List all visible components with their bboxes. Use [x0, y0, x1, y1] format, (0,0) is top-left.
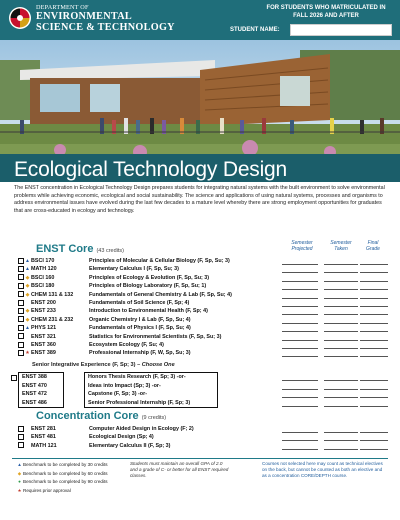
- senior-checkbox[interactable]: [11, 375, 17, 381]
- course-title: Ecological Design (Sp; 4): [89, 434, 154, 441]
- course-code: CHEM 231 & 232: [31, 316, 74, 323]
- dept-line-1: DEPARTMENT OF: [36, 4, 89, 11]
- dept-line-3: SCIENCE & TECHNOLOGY: [36, 22, 175, 34]
- legend-item: [16, 461, 124, 470]
- semester-projected-blank[interactable]: [282, 449, 318, 450]
- course-row: [18, 282, 392, 290]
- course-row: [18, 433, 392, 441]
- course-title: Ideas into Impact (Sp; 3) -or-: [88, 382, 161, 389]
- course-title: Elementary Calculus II (F, Sp; 3): [89, 442, 171, 449]
- course-row: [18, 257, 392, 265]
- course-code: ENST 321: [31, 333, 56, 340]
- senior-choose-one: Choose One: [141, 362, 175, 368]
- gpa-note: Students must maintain an overall GPA of 2.0 and a grade of C- or better for all ENST required classes.: [130, 461, 229, 478]
- course-title: Ecosystem Ecology (F, Su; 4): [89, 342, 164, 348]
- course-row: [18, 382, 392, 390]
- course-checkbox[interactable]: [18, 291, 24, 297]
- course-title: Introduction to Environmental Health (F, Sp; 4): [89, 308, 208, 315]
- student-name-label: STUDENT NAME:: [230, 27, 280, 33]
- course-code: ENST 233: [31, 308, 56, 315]
- course-row: [18, 324, 392, 332]
- course-row: [18, 333, 392, 341]
- course-title: Organic Chemistry I & Lab (F, Sp, Su; 4): [89, 316, 191, 323]
- course-checkbox[interactable]: [18, 426, 24, 432]
- course-title: Fundamentals of Physics I (F, Sp, Su; 4): [89, 325, 191, 332]
- course-title: Statistics for Environmental Scientists (F, Sp, Su; 3): [89, 333, 222, 340]
- course-row: [18, 291, 392, 299]
- course-title: Capstone (F, Sp; 3) -or-: [88, 391, 147, 398]
- semester-taken-blank[interactable]: [324, 449, 358, 450]
- course-row: [18, 316, 392, 324]
- dept-line-2: ENVIRONMENTAL: [36, 11, 132, 23]
- course-checkbox[interactable]: [18, 258, 24, 264]
- course-title: Honors Thesis Research (F, Sp; 3) -or-: [88, 374, 186, 380]
- course-checkbox[interactable]: [18, 300, 24, 306]
- course-title: Professional Internship (F, W, Sp, Su; 3): [89, 350, 191, 357]
- course-row: [18, 307, 392, 315]
- final-grade-blank[interactable]: [360, 356, 388, 357]
- concentration-heading: [36, 410, 166, 422]
- course-checkbox[interactable]: [18, 434, 24, 440]
- diamond-marker-icon: ◆: [25, 308, 30, 315]
- legend: [16, 461, 124, 495]
- course-checkbox[interactable]: [18, 274, 24, 280]
- course-title: Principles of Molecular & Cellular Biology (F, Sp, Su; 3): [89, 258, 230, 264]
- course-checkbox[interactable]: [18, 308, 24, 314]
- course-checkbox[interactable]: [18, 283, 24, 289]
- course-code: BSCI 170: [31, 258, 55, 264]
- legend-item: [16, 487, 124, 496]
- course-title: Principles of Biology Laboratory (F, Sp, Su; 1): [89, 283, 207, 290]
- course-row: [18, 265, 392, 273]
- semester-projected-blank[interactable]: [282, 406, 318, 407]
- course-code: ENST 388: [22, 374, 47, 380]
- matric-line-2: FALL 2026 AND AFTER: [293, 12, 359, 19]
- core-heading-text: ENST Core: [36, 243, 94, 255]
- triangle-marker-icon: ▲: [25, 258, 30, 264]
- course-checkbox[interactable]: [18, 342, 24, 348]
- course-row: [18, 349, 392, 357]
- course-checkbox[interactable]: [18, 442, 24, 448]
- building-photo: [0, 40, 400, 164]
- intro-paragraph: The ENST concentration in Ecological Technology Design prepares students for integrating natural systems with the built environment to solve environmental problems while achieving economic, ecological and social sustainability. The science and applications of using natural systems, processes and organisms to address environmental issues have evolved during the last few decades to a mature level whereby there are strong employment opportunities for graduates that are cross-educated in ecology and technology.: [14, 185, 385, 214]
- course-row: [18, 373, 392, 381]
- star-marker-icon: ★: [25, 350, 30, 357]
- course-title: Senior Professional Internship (F, Sp; 3): [88, 399, 191, 406]
- final-grade-blank[interactable]: [360, 449, 388, 450]
- course-row: [18, 341, 392, 349]
- diamond-marker-icon: ◆: [25, 274, 30, 281]
- diamond-marker-icon: ◆: [25, 283, 30, 290]
- semester-taken-blank[interactable]: [324, 406, 358, 407]
- course-code: ENST 360: [31, 342, 56, 348]
- triangle-marker-icon: ▲: [25, 325, 30, 332]
- concentration-heading-text: Concentration Core: [36, 410, 139, 422]
- legend-item: [16, 470, 124, 479]
- col-semester-taken: Semester Taken: [330, 240, 352, 252]
- electives-note: Courses not selected here may count as technical electives on the back, but cannot be counted as both an elective and as a concentration CORE/DEPTH course.: [262, 461, 383, 478]
- course-title: Fundamentals of General Chemistry & Lab (F, Sp, Su; 4): [89, 291, 232, 298]
- matric-line-1: FOR STUDENTS WHO MATRICULATED IN: [266, 5, 386, 11]
- course-code: ENST 389: [31, 350, 56, 357]
- core-credits: (43 credits): [96, 248, 124, 254]
- legend-text: Benchmark to be completed by 90 credits: [23, 479, 108, 485]
- core-heading: [36, 243, 124, 255]
- course-code: ENST 200: [31, 300, 56, 306]
- circle-marker-icon: ●: [18, 479, 21, 485]
- course-checkbox[interactable]: [18, 266, 24, 272]
- col-semester-projected: Semester Projected: [291, 240, 313, 252]
- course-checkbox[interactable]: [18, 333, 24, 339]
- senior-experience-label: [32, 362, 175, 368]
- col-final-grade: Final Grade: [366, 240, 380, 252]
- final-grade-blank[interactable]: [360, 406, 388, 407]
- legend-text: Benchmark to be completed by 60 credits: [23, 470, 108, 476]
- course-code: BSCI 180: [31, 283, 55, 290]
- footer-divider: [12, 458, 388, 459]
- course-code: PHYS 121: [31, 325, 57, 332]
- course-code: MATH 120: [31, 266, 57, 273]
- course-checkbox[interactable]: [18, 350, 24, 356]
- legend-text: Requires prior approval: [23, 487, 71, 493]
- course-code: BSCI 160: [31, 274, 55, 281]
- course-code: ENST 281: [31, 426, 56, 432]
- course-row: [18, 274, 392, 282]
- star-marker-icon: ★: [17, 487, 22, 493]
- legend-item: [16, 478, 124, 487]
- triangle-marker-icon: ▲: [17, 462, 22, 467]
- diamond-marker-icon: ◆: [25, 316, 30, 323]
- course-code: ENST 481: [31, 434, 56, 441]
- diamond-marker-icon: ◆: [25, 291, 30, 298]
- course-code: ENST 486: [22, 399, 47, 406]
- course-title: Computer Aided Design in Ecology (F; 2): [89, 426, 194, 432]
- triangle-marker-icon: ▲: [25, 266, 30, 273]
- course-row: [18, 299, 392, 307]
- course-title: Principles of Ecology & Evolution (F, Sp, Su; 3): [89, 274, 210, 281]
- course-title: Fundamentals of Soil Science (F, Sp; 4): [89, 300, 190, 306]
- course-checkbox[interactable]: [18, 325, 24, 331]
- student-name-field[interactable]: [290, 24, 392, 36]
- course-row: [18, 442, 392, 450]
- course-code: MATH 121: [31, 442, 57, 449]
- concentration-credits: (9 credits): [141, 415, 167, 421]
- course-code: ENST 470: [22, 382, 47, 389]
- course-row: [18, 399, 392, 407]
- course-title: Elementary Calculus I (F, Sp, Su; 3): [89, 266, 179, 273]
- legend-text: Benchmark to be completed by 30 credits: [23, 462, 108, 467]
- semester-projected-blank[interactable]: [282, 356, 318, 357]
- course-code: CHEM 131 & 132: [31, 291, 74, 298]
- senior-label-text: Senior Integrative Experience (F, Sp; 3) –: [32, 362, 142, 368]
- page-title: Ecological Technology Design: [14, 158, 288, 181]
- department-name: [36, 5, 175, 34]
- course-row: [18, 390, 392, 398]
- university-seal-icon: [8, 6, 32, 30]
- course-checkbox[interactable]: [18, 316, 24, 322]
- course-row: [18, 425, 392, 433]
- matriculation-note: [258, 5, 394, 20]
- course-code: ENST 472: [22, 391, 47, 398]
- diamond-marker-icon: ◆: [17, 470, 22, 476]
- semester-taken-blank[interactable]: [324, 356, 358, 357]
